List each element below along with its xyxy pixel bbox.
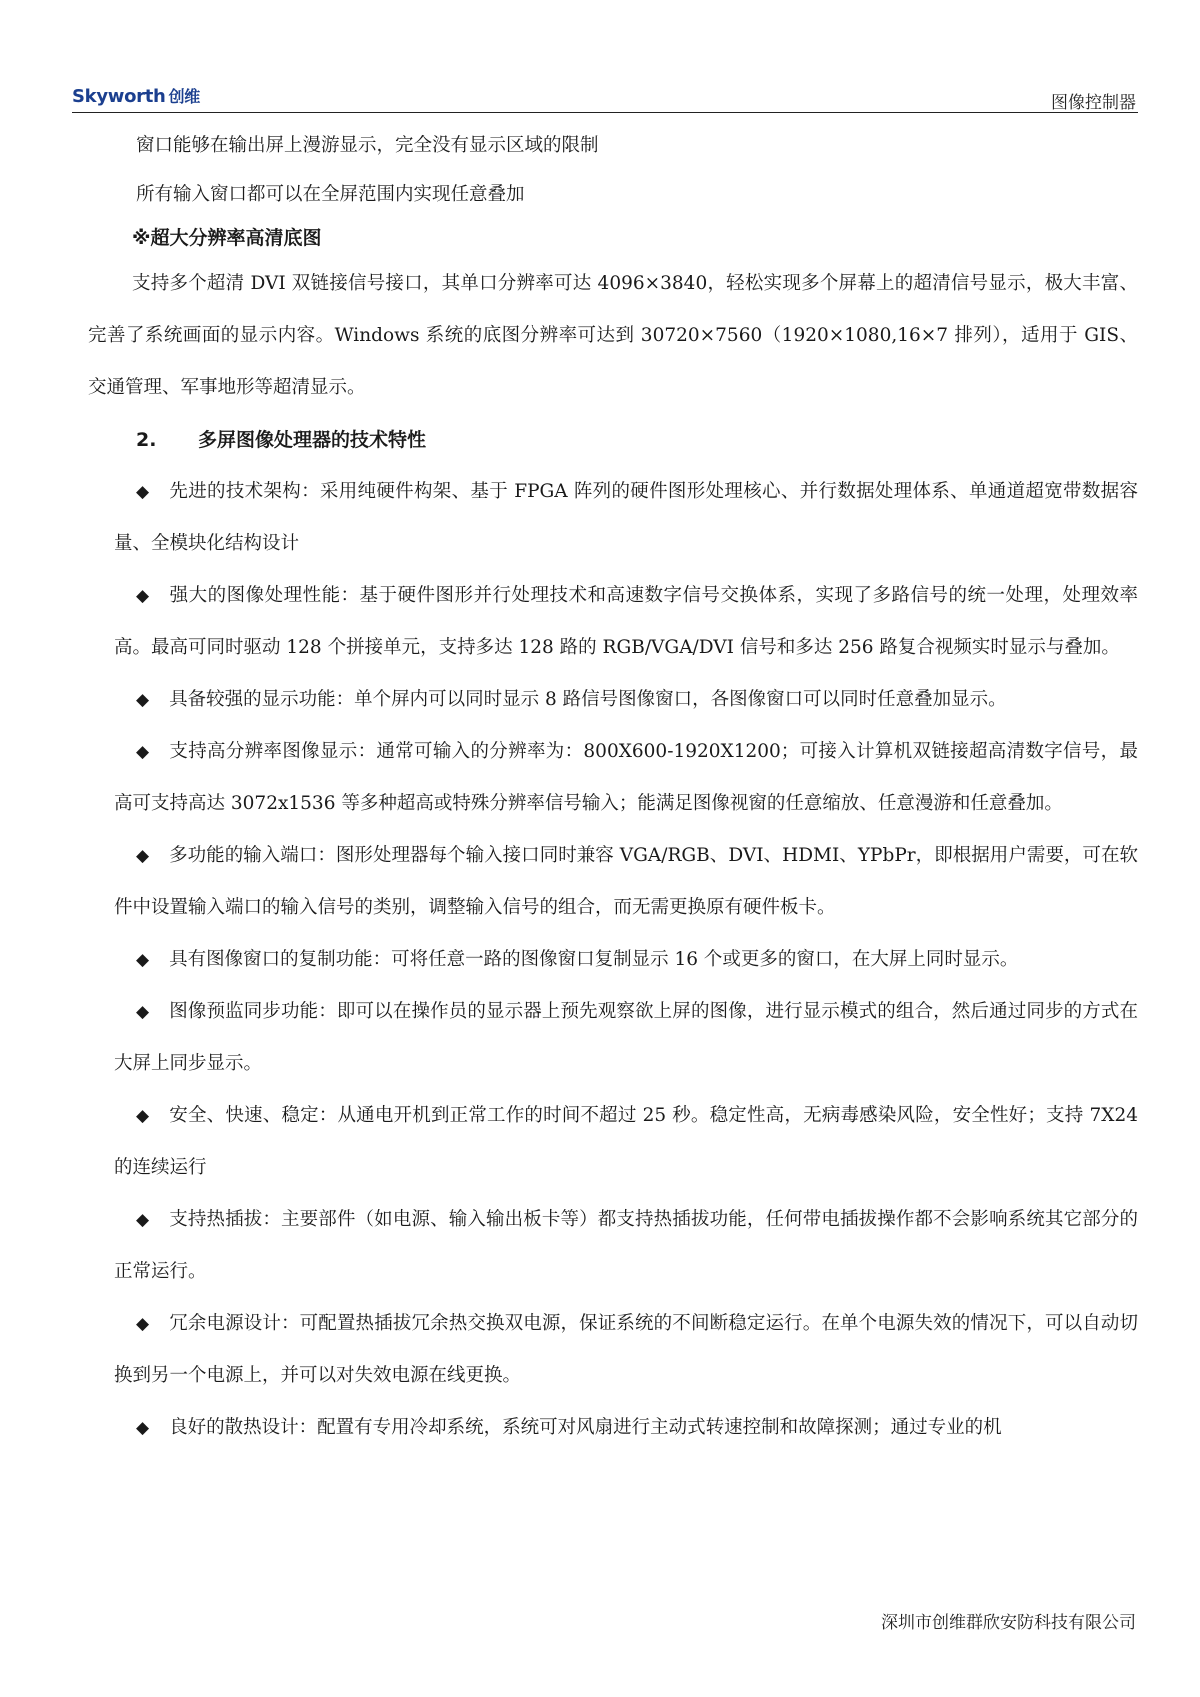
- list-item-text: 强大的图像处理性能：基于硬件图形并行处理技术和高速数字信号交换体系，实现了多路信号的统一处理，处理效率高。最高可同时驱动 128 个拼接单元，支持多达 128 路的 RGB/VGA/DVI 信号和多达 256 路复合视频实时显示与叠加。: [114, 585, 1138, 658]
- list-item-text: 支持热插拔：主要部件（如电源、输入输出板卡等）都支持热插拔功能，任何带电插拔操作都不会影响系统其它部分的正常运行。: [114, 1209, 1138, 1282]
- diamond-bullet-icon: ◆: [136, 1210, 150, 1230]
- list-item: [92, 830, 1138, 934]
- diamond-bullet-icon: ◆: [136, 586, 150, 606]
- diamond-bullet-icon: ◆: [136, 690, 150, 710]
- header-document-title: 图像控制器: [1051, 93, 1136, 113]
- intro-line-2: 所有输入窗口都可以在全屏范围内实现任意叠加: [136, 184, 525, 205]
- page-header: [72, 82, 1138, 113]
- diamond-bullet-icon: ◆: [136, 1106, 150, 1126]
- diamond-bullet-icon: ◆: [136, 950, 150, 970]
- list-item-text: 多功能的输入端口：图形处理器每个输入接口同时兼容 VGA/RGB、DVI、HDMI、YPbPr，即根据用户需要，可在软件中设置输入端口的输入信号的类别，调整输入信号的组合，而无需更换原有硬件板卡。: [114, 845, 1138, 918]
- list-item-text: 冗余电源设计：可配置热插拔冗余热交换双电源，保证系统的不间断稳定运行。在单个电源失效的情况下，可以自动切换到另一个电源上，并可以对失效电源在线更换。: [114, 1313, 1138, 1386]
- document-body: [88, 120, 1138, 1454]
- list-item-text: 先进的技术架构：采用纯硬件构架、基于 FPGA 阵列的硬件图形处理核心、并行数据处理体系、单通道超宽带数据容量、全模块化结构设计: [114, 481, 1138, 554]
- footer-company-name: 深圳市创维群欣安防科技有限公司: [881, 1613, 1136, 1633]
- list-item: [92, 1298, 1138, 1402]
- section-number: 2.: [136, 429, 157, 451]
- diamond-bullet-icon: ◆: [136, 482, 150, 502]
- list-item-text: 安全、快速、稳定：从通电开机到正常工作的时间不超过 25 秒。稳定性高，无病毒感染风险，安全性好；支持 7X24 的连续运行: [114, 1105, 1138, 1178]
- list-item: [92, 726, 1138, 830]
- subheading-paragraph: 支持多个超清 DVI 双链接信号接口，其单口分辨率可达 4096×3840，轻松实现多个屏幕上的超清信号显示，极大丰富、完善了系统画面的显示内容。Windows 系统的底图分辨率可达到 30720×7560（1920×1080,16×7 排列），适用于 GIS、交通管理、军事地形等超清显示。: [88, 273, 1138, 398]
- subheading: ※超大分辨率高清底图: [132, 227, 322, 249]
- skyworth-logo: [72, 84, 200, 107]
- list-item-text: 具备较强的显示功能：单个屏内可以同时显示 8 路信号图像窗口，各图像窗口可以同时任意叠加显示。: [169, 689, 1007, 710]
- diamond-bullet-icon: ◆: [136, 1418, 150, 1438]
- logo-text: Skyworth: [72, 86, 166, 107]
- list-item: [92, 570, 1138, 674]
- list-item: [92, 466, 1138, 570]
- list-item: [92, 986, 1138, 1090]
- diamond-bullet-icon: ◆: [136, 1002, 150, 1022]
- list-item: [92, 674, 1138, 726]
- feature-list: [92, 466, 1138, 1454]
- list-item-text: 良好的散热设计：配置有专用冷却系统，系统可对风扇进行主动式转速控制和故障探测；通过专业的机: [169, 1417, 1002, 1438]
- list-item: [92, 1194, 1138, 1298]
- diamond-bullet-icon: ◆: [136, 1314, 150, 1334]
- section-title-text: 多屏图像处理器的技术特性: [198, 429, 427, 451]
- list-item: [92, 934, 1138, 986]
- diamond-bullet-icon: ◆: [136, 846, 150, 866]
- list-item-text: 图像预监同步功能：即可以在操作员的显示器上预先观察欲上屏的图像，进行显示模式的组合，然后通过同步的方式在大屏上同步显示。: [114, 1001, 1138, 1074]
- diamond-bullet-icon: ◆: [136, 742, 150, 762]
- list-item: [92, 1402, 1138, 1454]
- logo-cn-text: 创维: [168, 87, 200, 106]
- list-item-text: 具有图像窗口的复制功能：可将任意一路的图像窗口复制显示 16 个或更多的窗口，在大屏上同时显示。: [169, 949, 1019, 970]
- section-title: [92, 414, 1138, 466]
- list-item-text: 支持高分辨率图像显示：通常可输入的分辨率为：800X600-1920X1200；可接入计算机双链接超高清数字信号，最高可支持高达 3072x1536 等多种超高或特殊分辨率信号输入；能满足图像视窗的任意缩放、任意漫游和任意叠加。: [114, 741, 1138, 814]
- list-item: [92, 1090, 1138, 1194]
- intro-line-1: 窗口能够在输出屏上漫游显示，完全没有显示区域的限制: [136, 135, 599, 156]
